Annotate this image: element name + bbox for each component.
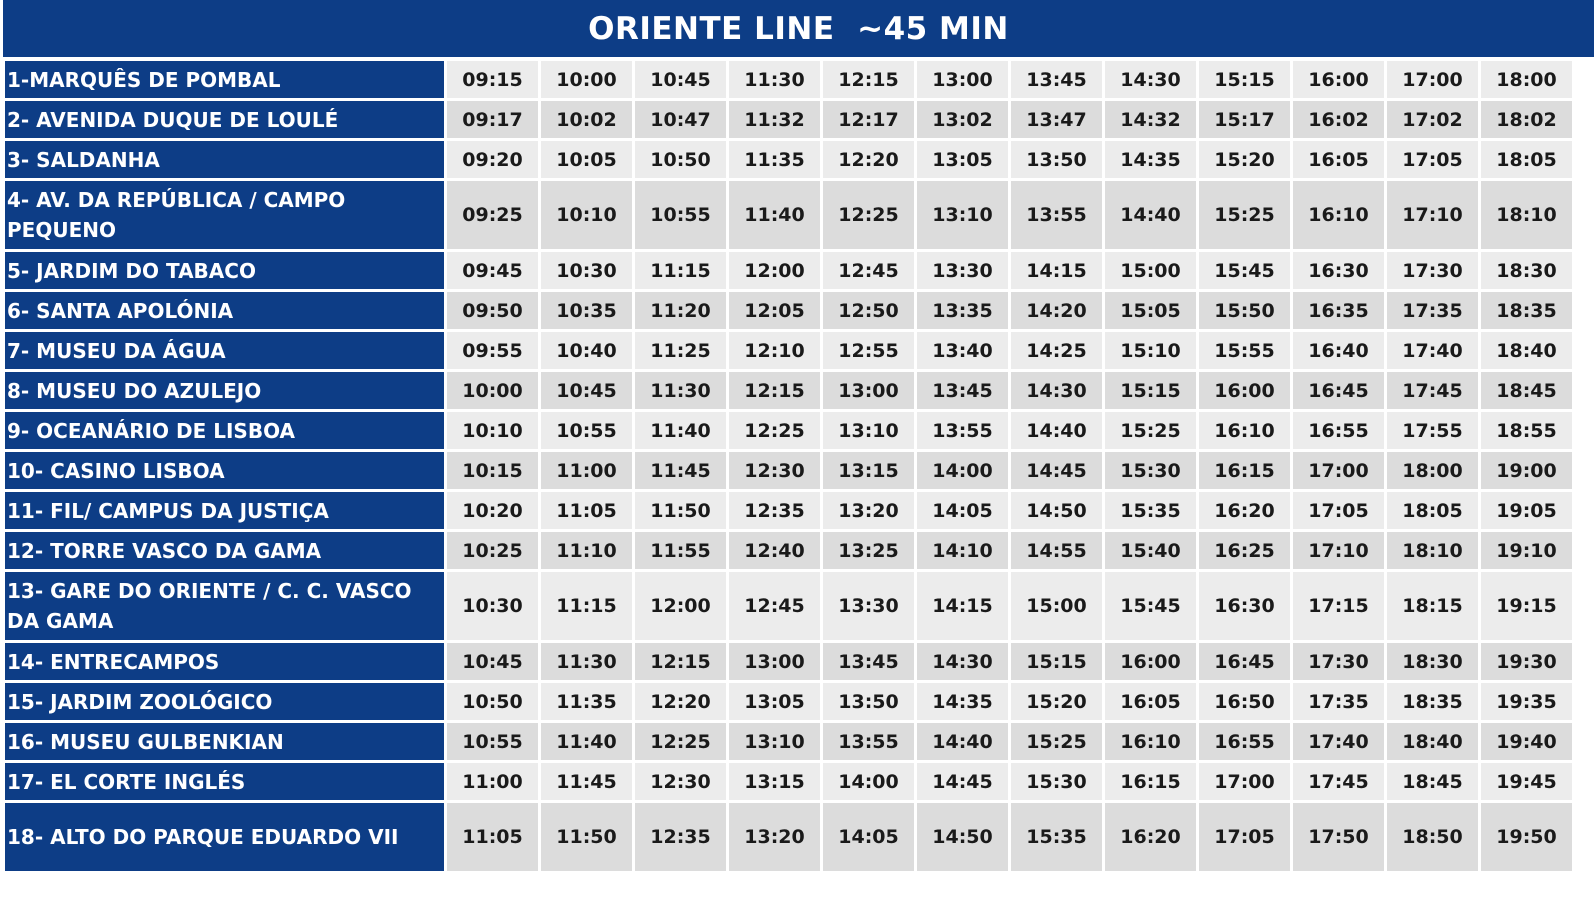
departure-time: 13:35 xyxy=(917,292,1008,329)
departure-time: 17:40 xyxy=(1293,723,1384,760)
departure-time: 19:30 xyxy=(1481,643,1572,680)
departure-time: 16:35 xyxy=(1293,292,1384,329)
departure-time: 12:35 xyxy=(635,803,726,871)
table-row xyxy=(5,572,1572,640)
departure-time: 18:02 xyxy=(1481,101,1572,138)
page-title: ORIENTE LINE ~45 MIN xyxy=(3,0,1594,57)
departure-time: 13:15 xyxy=(729,763,820,800)
departure-time: 12:00 xyxy=(635,572,726,640)
departure-time: 15:15 xyxy=(1199,61,1290,98)
departure-time: 12:20 xyxy=(635,683,726,720)
departure-time: 15:10 xyxy=(1105,332,1196,369)
departure-time: 10:25 xyxy=(447,532,538,569)
stop-name: 7- MUSEU DA ÁGUA xyxy=(5,332,444,369)
departure-time: 14:25 xyxy=(1011,332,1102,369)
departure-time: 15:20 xyxy=(1199,141,1290,178)
departure-time: 10:55 xyxy=(541,412,632,449)
departure-time: 10:10 xyxy=(541,181,632,249)
departure-time: 18:15 xyxy=(1387,572,1478,640)
departure-time: 17:50 xyxy=(1293,803,1384,871)
departure-time: 10:45 xyxy=(447,643,538,680)
departure-time: 11:45 xyxy=(541,763,632,800)
departure-time: 18:40 xyxy=(1481,332,1572,369)
departure-time: 09:15 xyxy=(447,61,538,98)
departure-time: 09:25 xyxy=(447,181,538,249)
departure-time: 10:35 xyxy=(541,292,632,329)
departure-time: 10:10 xyxy=(447,412,538,449)
departure-time: 11:45 xyxy=(635,452,726,489)
departure-time: 16:10 xyxy=(1105,723,1196,760)
departure-time: 10:02 xyxy=(541,101,632,138)
departure-time: 10:05 xyxy=(541,141,632,178)
departure-time: 17:45 xyxy=(1293,763,1384,800)
departure-time: 12:15 xyxy=(823,61,914,98)
departure-time: 09:50 xyxy=(447,292,538,329)
departure-time: 15:00 xyxy=(1011,572,1102,640)
departure-time: 14:50 xyxy=(1011,492,1102,529)
departure-time: 13:30 xyxy=(917,252,1008,289)
departure-time: 15:50 xyxy=(1199,292,1290,329)
departure-time: 16:55 xyxy=(1293,412,1384,449)
departure-time: 14:40 xyxy=(917,723,1008,760)
departure-time: 18:45 xyxy=(1387,763,1478,800)
departure-time: 15:35 xyxy=(1011,803,1102,871)
departure-time: 12:30 xyxy=(635,763,726,800)
table-row xyxy=(5,492,1572,529)
departure-time: 13:45 xyxy=(917,372,1008,409)
departure-time: 11:35 xyxy=(541,683,632,720)
stop-name: 8- MUSEU DO AZULEJO xyxy=(5,372,444,409)
departure-time: 15:45 xyxy=(1105,572,1196,640)
departure-time: 12:25 xyxy=(823,181,914,249)
departure-time: 12:40 xyxy=(729,532,820,569)
departure-time: 10:40 xyxy=(541,332,632,369)
departure-time: 10:30 xyxy=(541,252,632,289)
table-row xyxy=(5,332,1572,369)
departure-time: 18:05 xyxy=(1481,141,1572,178)
departure-time: 10:30 xyxy=(447,572,538,640)
departure-time: 19:10 xyxy=(1481,532,1572,569)
departure-time: 13:55 xyxy=(917,412,1008,449)
departure-time: 14:30 xyxy=(1105,61,1196,98)
departure-time: 12:00 xyxy=(729,252,820,289)
departure-time: 17:30 xyxy=(1387,252,1478,289)
table-row xyxy=(5,61,1572,98)
table-row xyxy=(5,292,1572,329)
departure-time: 14:40 xyxy=(1011,412,1102,449)
stop-name: 6- SANTA APOLÓNIA xyxy=(5,292,444,329)
departure-time: 11:32 xyxy=(729,101,820,138)
departure-time: 11:05 xyxy=(541,492,632,529)
departure-time: 10:55 xyxy=(635,181,726,249)
departure-time: 11:00 xyxy=(541,452,632,489)
departure-time: 14:30 xyxy=(917,643,1008,680)
departure-time: 18:35 xyxy=(1387,683,1478,720)
departure-time: 15:55 xyxy=(1199,332,1290,369)
departure-time: 11:40 xyxy=(635,412,726,449)
departure-time: 17:10 xyxy=(1293,532,1384,569)
departure-time: 11:40 xyxy=(729,181,820,249)
table-row xyxy=(5,101,1572,138)
departure-time: 16:25 xyxy=(1199,532,1290,569)
departure-time: 11:10 xyxy=(541,532,632,569)
departure-time: 13:10 xyxy=(917,181,1008,249)
departure-time: 12:55 xyxy=(823,332,914,369)
departure-time: 15:15 xyxy=(1011,643,1102,680)
departure-time: 19:35 xyxy=(1481,683,1572,720)
departure-time: 18:10 xyxy=(1387,532,1478,569)
stop-name: 15- JARDIM ZOOLÓGICO xyxy=(5,683,444,720)
departure-time: 18:55 xyxy=(1481,412,1572,449)
departure-time: 12:25 xyxy=(635,723,726,760)
departure-time: 17:05 xyxy=(1199,803,1290,871)
departure-time: 15:25 xyxy=(1199,181,1290,249)
departure-time: 17:00 xyxy=(1387,61,1478,98)
stop-name: 9- OCEANÁRIO DE LISBOA xyxy=(5,412,444,449)
departure-time: 19:15 xyxy=(1481,572,1572,640)
table-row xyxy=(5,683,1572,720)
departure-time: 18:35 xyxy=(1481,292,1572,329)
departure-time: 13:20 xyxy=(729,803,820,871)
departure-time: 17:45 xyxy=(1387,372,1478,409)
departure-time: 13:02 xyxy=(917,101,1008,138)
departure-time: 13:15 xyxy=(823,452,914,489)
departure-time: 14:05 xyxy=(917,492,1008,529)
table-row xyxy=(5,372,1572,409)
departure-time: 16:00 xyxy=(1199,372,1290,409)
departure-time: 09:55 xyxy=(447,332,538,369)
departure-time: 12:10 xyxy=(729,332,820,369)
departure-time: 12:20 xyxy=(823,141,914,178)
departure-time: 13:25 xyxy=(823,532,914,569)
departure-time: 13:45 xyxy=(823,643,914,680)
departure-time: 14:15 xyxy=(1011,252,1102,289)
departure-time: 11:20 xyxy=(635,292,726,329)
departure-time: 12:25 xyxy=(729,412,820,449)
departure-time: 13:05 xyxy=(917,141,1008,178)
departure-time: 17:35 xyxy=(1293,683,1384,720)
departure-time: 18:00 xyxy=(1387,452,1478,489)
departure-time: 11:30 xyxy=(541,643,632,680)
departure-time: 11:50 xyxy=(541,803,632,871)
departure-time: 10:47 xyxy=(635,101,726,138)
stop-name: 17- EL CORTE INGLÉS xyxy=(5,763,444,800)
departure-time: 16:20 xyxy=(1105,803,1196,871)
departure-time: 10:50 xyxy=(447,683,538,720)
departure-time: 09:20 xyxy=(447,141,538,178)
departure-time: 13:45 xyxy=(1011,61,1102,98)
departure-time: 15:00 xyxy=(1105,252,1196,289)
departure-time: 14:15 xyxy=(917,572,1008,640)
departure-time: 13:00 xyxy=(917,61,1008,98)
departure-time: 14:05 xyxy=(823,803,914,871)
table-row xyxy=(5,803,1572,871)
departure-time: 13:50 xyxy=(823,683,914,720)
departure-time: 15:35 xyxy=(1105,492,1196,529)
departure-time: 11:05 xyxy=(447,803,538,871)
departure-time: 14:40 xyxy=(1105,181,1196,249)
departure-time: 16:05 xyxy=(1105,683,1196,720)
table-row xyxy=(5,723,1572,760)
departure-time: 11:30 xyxy=(635,372,726,409)
departure-time: 14:20 xyxy=(1011,292,1102,329)
stop-name: 4- AV. DA REPÚBLICA / CAMPO PEQUENO xyxy=(5,181,444,249)
stop-name: 18- ALTO DO PARQUE EDUARDO VII xyxy=(5,803,444,871)
stop-name: 12- TORRE VASCO DA GAMA xyxy=(5,532,444,569)
departure-time: 14:50 xyxy=(917,803,1008,871)
schedule-table xyxy=(2,58,1575,874)
departure-time: 16:15 xyxy=(1105,763,1196,800)
departure-time: 17:00 xyxy=(1199,763,1290,800)
departure-time: 12:05 xyxy=(729,292,820,329)
departure-time: 16:50 xyxy=(1199,683,1290,720)
departure-time: 15:30 xyxy=(1011,763,1102,800)
departure-time: 11:30 xyxy=(729,61,820,98)
departure-time: 16:15 xyxy=(1199,452,1290,489)
departure-time: 11:40 xyxy=(541,723,632,760)
departure-time: 18:40 xyxy=(1387,723,1478,760)
departure-time: 13:20 xyxy=(823,492,914,529)
departure-time: 10:45 xyxy=(635,61,726,98)
departure-time: 16:00 xyxy=(1293,61,1384,98)
departure-time: 13:50 xyxy=(1011,141,1102,178)
departure-time: 10:45 xyxy=(541,372,632,409)
departure-time: 17:40 xyxy=(1387,332,1478,369)
departure-time: 17:35 xyxy=(1387,292,1478,329)
departure-time: 16:40 xyxy=(1293,332,1384,369)
departure-time: 15:20 xyxy=(1011,683,1102,720)
departure-time: 14:35 xyxy=(1105,141,1196,178)
departure-time: 11:25 xyxy=(635,332,726,369)
departure-time: 19:45 xyxy=(1481,763,1572,800)
departure-time: 19:00 xyxy=(1481,452,1572,489)
stop-name: 2- AVENIDA DUQUE DE LOULÉ xyxy=(5,101,444,138)
departure-time: 13:10 xyxy=(823,412,914,449)
departure-time: 14:00 xyxy=(823,763,914,800)
departure-time: 18:05 xyxy=(1387,492,1478,529)
departure-time: 15:30 xyxy=(1105,452,1196,489)
departure-time: 17:00 xyxy=(1293,452,1384,489)
departure-time: 18:30 xyxy=(1481,252,1572,289)
table-row xyxy=(5,452,1572,489)
table-row xyxy=(5,763,1572,800)
table-row xyxy=(5,412,1572,449)
table-row xyxy=(5,252,1572,289)
departure-time: 15:45 xyxy=(1199,252,1290,289)
departure-time: 17:30 xyxy=(1293,643,1384,680)
table-row xyxy=(5,141,1572,178)
table-row xyxy=(5,643,1572,680)
stop-name: 3- SALDANHA xyxy=(5,141,444,178)
departure-time: 15:17 xyxy=(1199,101,1290,138)
stop-name: 10- CASINO LISBOA xyxy=(5,452,444,489)
departure-time: 11:35 xyxy=(729,141,820,178)
departure-time: 18:00 xyxy=(1481,61,1572,98)
departure-time: 16:10 xyxy=(1199,412,1290,449)
departure-time: 11:50 xyxy=(635,492,726,529)
stop-name: 16- MUSEU GULBENKIAN xyxy=(5,723,444,760)
departure-time: 16:30 xyxy=(1199,572,1290,640)
departure-time: 16:05 xyxy=(1293,141,1384,178)
departure-time: 11:55 xyxy=(635,532,726,569)
departure-time: 14:45 xyxy=(1011,452,1102,489)
departure-time: 10:15 xyxy=(447,452,538,489)
departure-time: 12:15 xyxy=(729,372,820,409)
stop-name: 11- FIL/ CAMPUS DA JUSTIÇA xyxy=(5,492,444,529)
departure-time: 12:50 xyxy=(823,292,914,329)
departure-time: 11:00 xyxy=(447,763,538,800)
departure-time: 12:45 xyxy=(729,572,820,640)
departure-time: 10:00 xyxy=(541,61,632,98)
departure-time: 10:20 xyxy=(447,492,538,529)
departure-time: 14:10 xyxy=(917,532,1008,569)
departure-time: 13:55 xyxy=(1011,181,1102,249)
departure-time: 19:05 xyxy=(1481,492,1572,529)
departure-time: 13:30 xyxy=(823,572,914,640)
departure-time: 09:17 xyxy=(447,101,538,138)
stop-name: 13- GARE DO ORIENTE / C. C. VASCO DA GAMA xyxy=(5,572,444,640)
departure-time: 12:30 xyxy=(729,452,820,489)
departure-time: 15:05 xyxy=(1105,292,1196,329)
departure-time: 10:55 xyxy=(447,723,538,760)
stop-name: 5- JARDIM DO TABACO xyxy=(5,252,444,289)
departure-time: 15:25 xyxy=(1105,412,1196,449)
departure-time: 13:05 xyxy=(729,683,820,720)
departure-time: 11:15 xyxy=(635,252,726,289)
departure-time: 16:45 xyxy=(1199,643,1290,680)
departure-time: 16:00 xyxy=(1105,643,1196,680)
departure-time: 15:40 xyxy=(1105,532,1196,569)
schedule-body xyxy=(5,61,1572,871)
departure-time: 12:15 xyxy=(635,643,726,680)
departure-time: 10:00 xyxy=(447,372,538,409)
departure-time: 18:10 xyxy=(1481,181,1572,249)
departure-time: 13:47 xyxy=(1011,101,1102,138)
departure-time: 13:00 xyxy=(729,643,820,680)
departure-time: 17:05 xyxy=(1387,141,1478,178)
departure-time: 14:30 xyxy=(1011,372,1102,409)
departure-time: 17:15 xyxy=(1293,572,1384,640)
departure-time: 14:32 xyxy=(1105,101,1196,138)
departure-time: 13:40 xyxy=(917,332,1008,369)
departure-time: 17:05 xyxy=(1293,492,1384,529)
departure-time: 19:40 xyxy=(1481,723,1572,760)
departure-time: 11:15 xyxy=(541,572,632,640)
departure-time: 14:55 xyxy=(1011,532,1102,569)
departure-time: 16:55 xyxy=(1199,723,1290,760)
departure-time: 17:10 xyxy=(1387,181,1478,249)
departure-time: 14:45 xyxy=(917,763,1008,800)
departure-time: 09:45 xyxy=(447,252,538,289)
stop-name: 1-MARQUÊS DE POMBAL xyxy=(5,61,444,98)
departure-time: 18:30 xyxy=(1387,643,1478,680)
stop-name: 14- ENTRECAMPOS xyxy=(5,643,444,680)
table-row xyxy=(5,181,1572,249)
departure-time: 16:30 xyxy=(1293,252,1384,289)
departure-time: 12:45 xyxy=(823,252,914,289)
table-row xyxy=(5,532,1572,569)
departure-time: 12:17 xyxy=(823,101,914,138)
departure-time: 13:00 xyxy=(823,372,914,409)
departure-time: 14:35 xyxy=(917,683,1008,720)
departure-time: 17:02 xyxy=(1387,101,1478,138)
departure-time: 15:15 xyxy=(1105,372,1196,409)
departure-time: 17:55 xyxy=(1387,412,1478,449)
departure-time: 13:10 xyxy=(729,723,820,760)
departure-time: 16:10 xyxy=(1293,181,1384,249)
departure-time: 16:20 xyxy=(1199,492,1290,529)
departure-time: 15:25 xyxy=(1011,723,1102,760)
departure-time: 13:55 xyxy=(823,723,914,760)
departure-time: 16:02 xyxy=(1293,101,1384,138)
departure-time: 10:50 xyxy=(635,141,726,178)
departure-time: 16:45 xyxy=(1293,372,1384,409)
departure-time: 19:50 xyxy=(1481,803,1572,871)
departure-time: 18:50 xyxy=(1387,803,1478,871)
departure-time: 12:35 xyxy=(729,492,820,529)
departure-time: 18:45 xyxy=(1481,372,1572,409)
departure-time: 14:00 xyxy=(917,452,1008,489)
